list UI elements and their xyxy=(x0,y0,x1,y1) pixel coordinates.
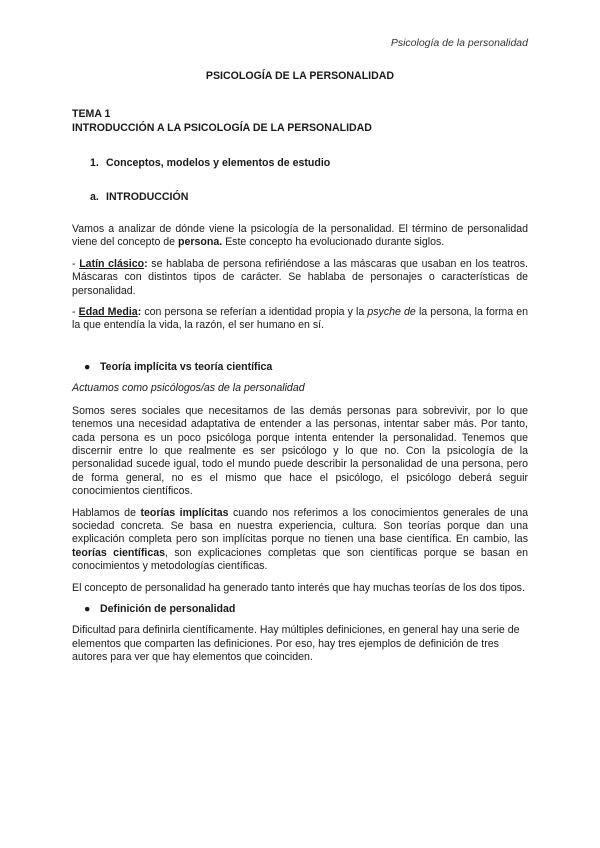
edad-dash: - xyxy=(72,306,79,319)
seres-sociales-paragraph: Somos seres sociales que necesitamos de las demás personas para sobrevivir, por lo que tenemos una necesidad adaptativa de entender a las personas, intentar saber más. Por tanto, cada persona es un poco psicóloga porque intenta entender la personalidad. Tenemos que discernir entre lo que realmente es ser psicólogo y lo que no. Con la psicología de la personalidad sucede igual, todo el mundo puede describir la personalidad de una persona, pero de forma general, no es el mismo que hace el psicólogo, el psicólogo deberá seguir conocimientos científicos. xyxy=(72,404,528,498)
latin-text: se hablaba de persona refiriéndose a las máscaras que usaban en los teatros. Máscaras con distintos tipos de carácter. Se hablaba de personajes o características de personalidad. xyxy=(72,257,528,297)
bullet-definicion-heading xyxy=(84,603,528,616)
intro-text-1: Vamos a analizar de dónde viene la psicología de la personalidad. El término de personalidad viene del concepto de xyxy=(72,223,528,249)
bullet-teoria-heading xyxy=(84,361,528,374)
latin-colon: : xyxy=(144,257,148,270)
intro-paragraph xyxy=(72,223,528,250)
edad-media-paragraph xyxy=(72,306,528,333)
teorias-text-2: cuando nos referimos a los conocimientos generales de una sociedad concreta. Se basa en nuestra experiencia, cultura. Son teorías porque dan una explicación completa pero son implícitas porque no tienen una base científica. En cambio, las xyxy=(72,506,528,546)
document-body xyxy=(72,70,528,673)
running-header: Psicología de la personalidad xyxy=(390,37,528,49)
bullet-definicion-label: Definición de personalidad xyxy=(100,602,236,615)
bullet-teoria-label: Teoría implícita vs teoría científica xyxy=(100,360,273,373)
edad-term: Edad Media xyxy=(78,306,138,319)
bullet-teoria-subtitle: Actuamos como psicólogos/as de la personalidad xyxy=(72,382,305,395)
teorias-text-1: Hablamos de xyxy=(72,506,141,519)
edad-italic-psyche: psyche de xyxy=(367,306,416,319)
section-a-letter: a. xyxy=(90,190,99,203)
latin-dash: - xyxy=(72,257,80,270)
intro-text-2: Este concepto ha evolucionado durante siglos. xyxy=(222,236,445,249)
tema-heading: TEMA 1 xyxy=(72,108,111,121)
edad-colon: : xyxy=(137,306,142,319)
concepto-paragraph: El concepto de personalidad ha generado tanto interés que hay muchas teorías de los dos tipos. xyxy=(72,581,525,594)
latin-paragraph xyxy=(72,258,528,298)
section-a-label: INTRODUCCIÓN xyxy=(106,190,189,203)
bullet-dot-icon: ● xyxy=(84,602,91,615)
bullet-dot-icon: ● xyxy=(84,360,91,373)
document-title: PSICOLOGÍA DE LA PERSONALIDAD xyxy=(205,70,395,82)
teorias-bold-cientificas: teorías científicas xyxy=(72,546,165,559)
latin-term: Latín clásico xyxy=(79,257,145,270)
section-1-number: 1. xyxy=(90,157,99,170)
teorias-bold-implicitas: teorías implícitas xyxy=(140,506,229,519)
section-a-heading xyxy=(90,191,528,204)
definicion-paragraph: Dificultad para definirla científicamente. Hay múltiples definiciones, en general hay una serie de elementos que comparten las definiciones. Por eso, hay tres ejemplos de definición de tres autores para ver que hay elementos que coinciden. xyxy=(72,624,520,664)
edad-text-1: con persona se referían a identidad propia y la xyxy=(141,306,368,319)
edad-text-2: la persona, la forma en la que entendía la vida, la razón, el ser humano en sí. xyxy=(72,306,528,332)
intro-bold-persona: persona. xyxy=(178,236,223,249)
teorias-paragraph xyxy=(72,507,528,574)
section-1-heading xyxy=(90,157,528,170)
tema-subtitle: INTRODUCCIÓN A LA PSICOLOGÍA DE LA PERSONALIDAD xyxy=(72,121,372,134)
teorias-text-3: , son explicaciones completas que son científicas porque se basan en conocimientos y metodologías científicas. xyxy=(72,546,528,573)
section-1-label: Conceptos, modelos y elementos de estudio xyxy=(106,157,331,170)
